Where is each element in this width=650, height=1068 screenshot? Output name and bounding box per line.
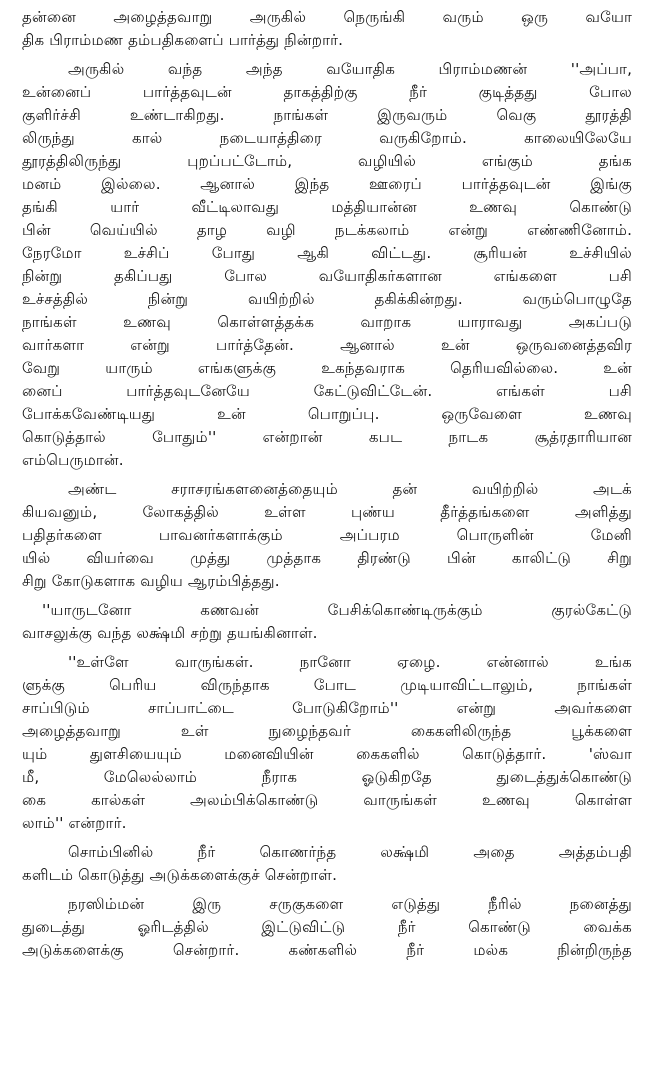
text-line: உன்னைப் பார்த்தவுடன் தாகத்திற்கு நீர் குடித்தது போல <box>22 83 632 101</box>
text-line: எம்பெருமான். <box>22 451 124 469</box>
text-line: அடுக்களைக்கு சென்றார். கண்களில் நீர் மல்க நின்றிருந்த <box>22 941 632 959</box>
text-line: அழைத்தவாறு உள் நுழைந்தவர் கைகளிலிருந்த பூக்களை <box>22 722 632 740</box>
paragraph-6 <box>22 841 632 887</box>
text-line: தூரத்திலிருந்து புறப்பட்டோம், வழியில் எங்கும் தங்க <box>22 152 632 170</box>
text-line: லிருந்து கால் நடையாத்திரை வருகிறோம். காலையிலேயே <box>22 129 632 147</box>
paragraph-5 <box>22 651 632 835</box>
paragraph-2 <box>22 58 632 472</box>
text-line: கொடுத்தால் போதும்'' என்றான் கபட நாடக சூத்ரதாரியான <box>22 428 632 446</box>
text-line: சாப்பிடும் சாப்பாட்டை போடுகிறோம்'' என்று அவர்களை <box>22 699 632 717</box>
text-line: யில் வியர்வை முத்து முத்தாக திரண்டு பின் காலிட்டு சிறு <box>22 549 632 567</box>
text-line: துடைத்து ஓரிடத்தில் இட்டுவிட்டு நீர் கொண்டு வைக்க <box>22 918 632 936</box>
paragraph-4 <box>22 599 632 645</box>
text-line: நேரமோ உச்சிப் போது ஆகி விட்டது. சூரியன் உச்சியில் <box>22 244 632 262</box>
paragraph-3 <box>22 478 632 593</box>
text-line: ''யாருடனோ கணவன் பேசிக்கொண்டிருக்கும் குரல்கேட்டு <box>42 601 632 619</box>
text-line: சிறு கோடுகளாக வழிய ஆரம்பித்தது. <box>22 572 280 590</box>
text-line: களிடம் கொடுத்து அடுக்களைக்குச் சென்றாள். <box>22 866 338 884</box>
text-line: வார்களா என்று பார்த்தேன். ஆனால் உன் ஒருவனைத்தவிர <box>22 336 632 354</box>
text-line: ளுக்கு பெரிய விருந்தாக போட முடியாவிட்டாலும், நாங்கள் <box>22 676 632 694</box>
paragraph-1 <box>22 6 632 52</box>
text-line: பின் வெய்யில் தாழ வழி நடக்கலாம் என்று எண்ணினோம். <box>22 221 632 239</box>
text-line: நாங்கள் உணவு கொள்ளத்தக்க வாறாக யாராவது அகப்படு <box>22 313 632 331</box>
text-line: ''உள்ளே வாருங்கள். நானோ ஏழை. என்னால் உங்க <box>68 653 632 671</box>
text-line: திக பிராம்மண தம்பதிகளைப் பார்த்து நின்றார். <box>22 31 344 49</box>
paragraph-7 <box>22 893 632 962</box>
text-line: வாசலுக்கு வந்த லக்ஷ்மி சற்று தயங்கினாள். <box>22 624 318 642</box>
text-line: தன்னை அழைத்தவாறு அருகில் நெருங்கி வரும் ஒரு வயோ <box>22 8 632 26</box>
text-line: மனம் இல்லை. ஆனால் இந்த ஊரைப் பார்த்தவுடன் இங்கு <box>22 175 632 193</box>
text-line: கியவனும், லோகத்தில் உள்ள புண்ய தீர்த்தங்களை அளித்து <box>22 503 632 521</box>
text-line: உச்சத்தில் நின்று வயிற்றில் தகிக்கின்றது. வரும்பொழுதே <box>22 290 632 308</box>
text-line: மீ, மேலெல்லாம் நீராக ஓடுகிறதே துடைத்துக்கொண்டு <box>22 768 632 786</box>
text-line: வேறு யாரும் எங்களுக்கு உகந்தவராக தெரியவில்லை. உன் <box>22 359 632 377</box>
text-line: னைப் பார்த்தவுடனேயே கேட்டுவிட்டேன். எங்கள் பசி <box>22 382 632 400</box>
text-line: அருகில் வந்த அந்த வயோதிக பிராம்மணன் ''அப்பா, <box>68 60 632 78</box>
text-line: கை கால்கள் அலம்பிக்கொண்டு வாருங்கள் உணவு கொள்ள <box>22 791 632 809</box>
text-line: நரஸிம்மன் இரு சருகுகளை எடுத்து நீரில் நனைத்து <box>68 895 632 913</box>
text-line: போக்கவேண்டியது உன் பொறுப்பு. ஒருவேளை உணவு <box>22 405 632 423</box>
text-line: லாம்'' என்றார். <box>22 814 127 832</box>
text-line: குளிர்ச்சி உண்டாகிறது. நாங்கள் இருவரும் வெகு தூரத்தி <box>22 106 632 124</box>
text-line: அண்ட சராசரங்களனைத்தையும் தன் வயிற்றில் அடக் <box>68 480 632 498</box>
text-line: யும் துளசியையும் மனைவியின் கைகளில் கொடுத்தார். 'ஸ்வா <box>22 745 632 763</box>
text-line: நின்று தகிப்பது போல வயோதிகர்களான எங்களை பசி <box>22 267 632 285</box>
text-line: பதிதர்களை பாவனர்களாக்கும் அப்பரம பொருளின் மேனி <box>22 526 632 544</box>
text-line: சொம்பினில் நீர் கொணர்ந்த லக்ஷ்மி அதை அத்தம்பதி <box>68 843 632 861</box>
text-line: தங்கி யார் வீட்டிலாவது மத்தியான்ன உணவு கொண்டு <box>22 198 632 216</box>
